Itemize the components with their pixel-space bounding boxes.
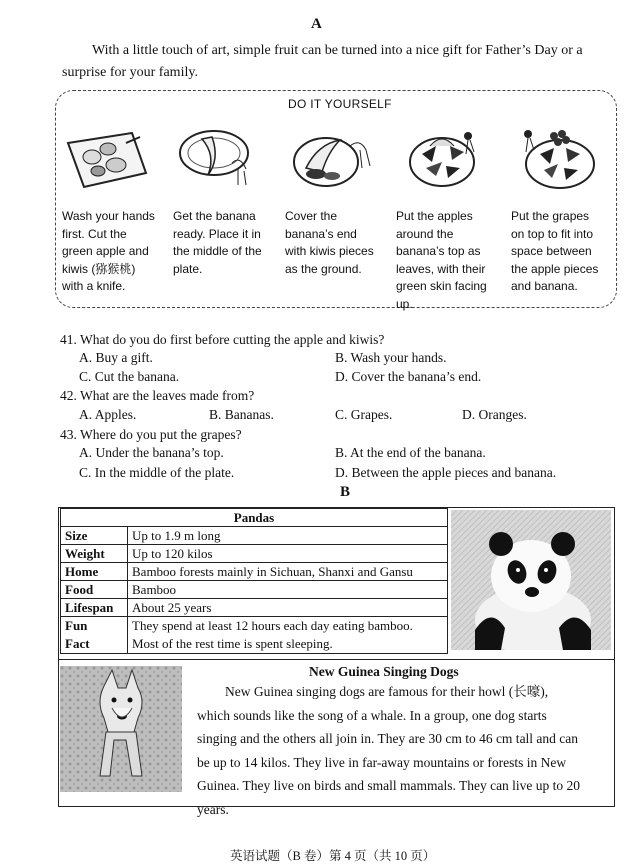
singing-dog-photo xyxy=(60,666,182,792)
table-row xyxy=(61,617,448,654)
question-43-stem: 43. Where do you put the grapes? xyxy=(60,427,242,442)
panda-table xyxy=(60,508,448,654)
question-43-option-b[interactable]: B. At the end of the banana. xyxy=(335,445,486,460)
step-1-text xyxy=(62,208,170,296)
row-value: Up to 1.9 m long xyxy=(128,527,448,545)
dog-line: which sounds like the song of a whale. In a group, one dog starts xyxy=(197,707,547,723)
fun-label-line: Fact xyxy=(65,636,90,651)
step-line: banana’s end xyxy=(285,226,357,241)
row-label: Home xyxy=(61,563,128,581)
fun-label-line: Fun xyxy=(65,618,88,633)
section-a-letter: A xyxy=(311,16,322,32)
step-line: Get the banana xyxy=(173,209,256,223)
step-4-text xyxy=(396,208,504,313)
dog-article xyxy=(197,680,582,821)
row-value: Bamboo forests mainly in Sichuan, Shanxi and Gansu xyxy=(128,563,448,581)
row-label: Weight xyxy=(61,545,128,563)
step-line: Wash your hands xyxy=(62,209,155,223)
row-label: Lifespan xyxy=(61,599,128,617)
question-41-option-b[interactable]: B. Wash your hands. xyxy=(335,350,447,365)
page-footer: 英语试题（B 卷）第 4 页（共 10 页） xyxy=(230,849,436,863)
section-b-letter: B xyxy=(340,484,351,500)
question-41-option-c[interactable]: C. Cut the banana. xyxy=(79,369,180,384)
question-42-option-b[interactable]: B. Bananas. xyxy=(209,407,274,422)
dog-line: be up to 14 kilos. They live in far-away mountains or forests in New xyxy=(197,754,567,770)
fun-fact-label xyxy=(61,617,128,654)
step-line: Put the grapes xyxy=(511,209,590,223)
step-line: Put the apples xyxy=(396,209,473,223)
dog-line: New Guinea singing dogs are famous for their howl (长嚎), xyxy=(225,684,549,699)
step-line: Cover the xyxy=(285,209,338,223)
table-row xyxy=(61,563,448,581)
question-43-option-a[interactable]: A. Under the banana’s top. xyxy=(79,445,224,460)
step-line: on top to fit into xyxy=(511,226,594,241)
question-41-option-d[interactable]: D. Cover the banana’s end. xyxy=(335,369,482,384)
intro-line-2: surprise for your family. xyxy=(62,65,198,80)
step-line: space between xyxy=(511,244,592,258)
question-42-option-d[interactable]: D. Oranges. xyxy=(462,407,527,422)
step-line: kiwis (猕猴桃) xyxy=(62,261,136,276)
step-line: the apple pieces xyxy=(511,261,599,276)
row-label: Food xyxy=(61,581,128,599)
section-a-intro xyxy=(62,40,622,84)
dog-line: Guinea. They live on birds and small mammals. They can live up to 20 xyxy=(197,778,581,793)
table-row xyxy=(61,581,448,599)
section-b-divider xyxy=(58,659,615,660)
table-row xyxy=(61,545,448,563)
question-42-stem: 42. What are the leaves made from? xyxy=(60,388,255,403)
question-41-option-a[interactable]: A. Buy a gift. xyxy=(79,350,153,365)
step-line: first. Cut the xyxy=(62,226,127,241)
diy-title: DO IT YOURSELF xyxy=(288,97,392,111)
step-line: around the xyxy=(396,226,454,241)
step-line: banana’s top as xyxy=(396,244,481,258)
row-value: About 25 years xyxy=(128,599,448,617)
plate-banana-icon xyxy=(172,125,262,195)
plate-banana-kiwi-icon xyxy=(288,128,378,198)
dog-line: years. xyxy=(197,801,229,817)
question-43-option-c[interactable]: C. In the middle of the plate. xyxy=(79,465,235,480)
step-line: with a knife. xyxy=(62,279,126,293)
step-line: green apple and xyxy=(62,244,149,258)
step-line: green skin facing xyxy=(396,279,487,293)
step-5-text xyxy=(511,208,615,296)
panda-photo xyxy=(451,510,611,650)
dog-line: singing and the others all join in. They are 30 cm to 46 cm tall and can xyxy=(197,731,579,746)
row-label: Size xyxy=(61,527,128,545)
question-43-option-d[interactable]: D. Between the apple pieces and banana. xyxy=(335,465,557,480)
plate-apple-leaves-icon xyxy=(402,124,492,194)
table-row xyxy=(61,527,448,545)
fun-fact-line: They spend at least 12 hours each day eating bamboo. xyxy=(132,618,413,633)
step-line: plate. xyxy=(173,261,203,276)
intro-line-1: With a little touch of art, simple fruit can be turned into a nice gift for Father’s Day or a xyxy=(92,43,583,58)
plate-grapes-icon xyxy=(514,124,604,194)
panda-table-title: Pandas xyxy=(61,509,448,527)
cutting-board-fruit-icon xyxy=(62,125,152,195)
fun-fact-value xyxy=(128,617,448,654)
step-line: the middle of the xyxy=(173,244,262,258)
step-line: up. xyxy=(396,296,413,311)
dog-title: New Guinea Singing Dogs xyxy=(309,664,459,679)
step-line: leaves, with their xyxy=(396,261,486,276)
question-42-option-a[interactable]: A. Apples. xyxy=(79,407,137,422)
fun-fact-line: Most of the rest time is spent sleeping. xyxy=(132,636,333,651)
step-line: as the ground. xyxy=(285,261,362,276)
question-41-stem: 41. What do you do first before cutting the apple and kiwis? xyxy=(60,332,385,347)
step-line: ready. Place it in xyxy=(173,226,261,241)
step-line: with kiwis pieces xyxy=(285,244,374,258)
question-42-option-c[interactable]: C. Grapes. xyxy=(335,407,393,422)
step-3-text xyxy=(285,208,393,278)
step-line: and banana. xyxy=(511,279,578,293)
table-row xyxy=(61,599,448,617)
row-value: Up to 120 kilos xyxy=(128,545,448,563)
row-value: Bamboo xyxy=(128,581,448,599)
step-2-text xyxy=(173,208,281,278)
